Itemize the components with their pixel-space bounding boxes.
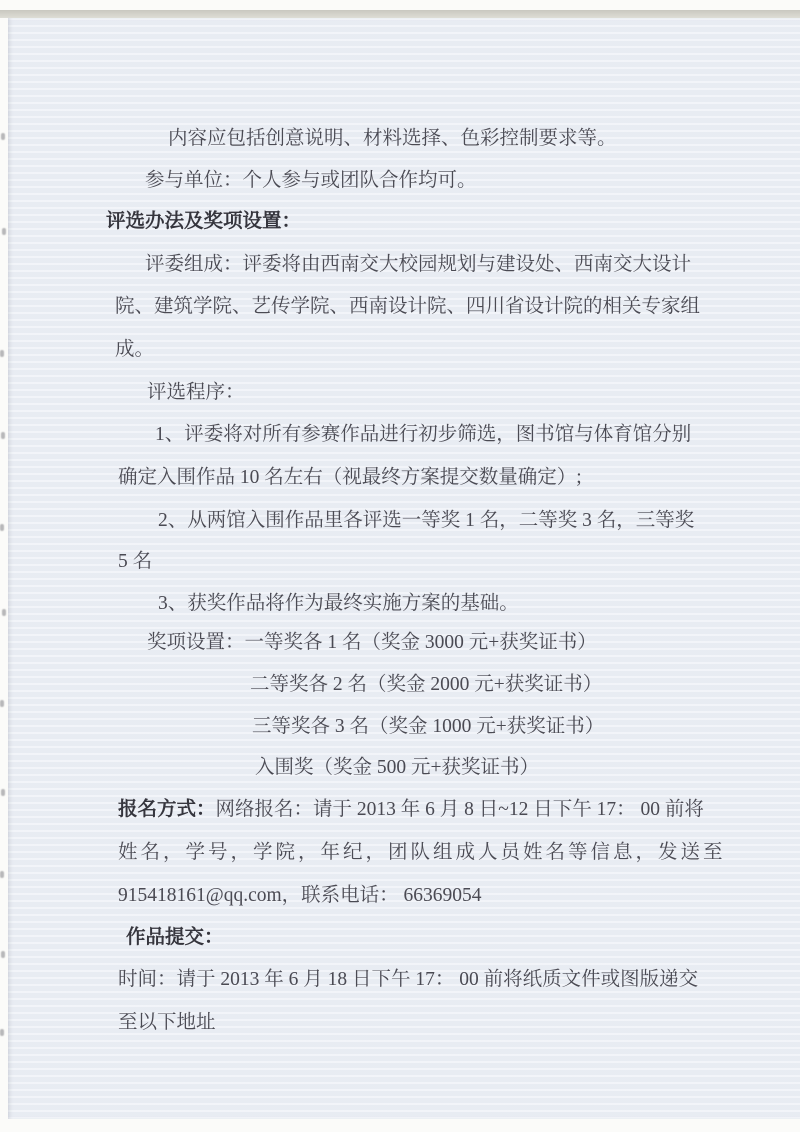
text-segment: 参与单位：个人参与或团队合作均可。 xyxy=(145,170,477,191)
scan-artifact xyxy=(0,700,4,707)
text-line xyxy=(118,796,704,823)
text-line xyxy=(155,421,691,448)
scan-artifact xyxy=(1,789,5,796)
scan-artifact xyxy=(0,350,4,357)
text-line xyxy=(118,464,582,491)
text-segment: 姓名，学号，学院，年纪，团队组成人员姓名等信息，发送至 xyxy=(118,842,726,863)
text-line xyxy=(115,336,154,363)
scan-artifact xyxy=(0,524,4,531)
text-segment-bold: 作品提交： xyxy=(126,927,224,948)
text-segment: 时间：请于 2013 年 6 月 18 日下午 17： 00 前将纸质文件或图版递交 xyxy=(118,969,699,990)
scan-artifact xyxy=(0,1029,4,1036)
text-segment: 网络报名：请于 2013 年 6 月 8 日~12 日下午 17： 00 前将 xyxy=(215,799,704,820)
text-line xyxy=(145,251,691,278)
text-segment: 成。 xyxy=(115,339,155,360)
text-line xyxy=(255,754,539,781)
text-segment-bold: 评选办法及奖项设置： xyxy=(106,211,302,232)
scan-artifact xyxy=(1,432,5,439)
text-line xyxy=(250,671,602,698)
text-segment: 内容应包括创意说明、材料选择、色彩控制要求等。 xyxy=(168,128,617,149)
text-segment: 915418161@qq.com，联系电话： 66369054 xyxy=(118,885,482,906)
text-line xyxy=(118,882,482,909)
text-line xyxy=(118,1009,216,1036)
scan-artifact xyxy=(0,871,4,878)
scan-artifact xyxy=(2,228,6,235)
scan-artifact xyxy=(1,133,5,140)
text-segment: 至以下地址 xyxy=(118,1012,216,1033)
text-line xyxy=(158,590,519,617)
text-line xyxy=(168,125,617,152)
text-line xyxy=(158,507,694,534)
text-segment: 院、建筑学院、艺传学院、西南设计院、四川省设计院的相关专家组 xyxy=(115,296,701,317)
text-line xyxy=(115,293,700,320)
text-segment: 奖项设置：一等奖各 1 名（奖金 3000 元+获奖证书） xyxy=(147,632,597,653)
text-segment: 评委组成：评委将由西南交大校园规划与建设处、西南交大设计 xyxy=(145,254,692,275)
text-line xyxy=(252,713,604,740)
text-line xyxy=(118,966,698,993)
text-segment: 1、评委将对所有参赛作品进行初步筛选，图书馆与体育馆分别 xyxy=(155,424,692,445)
text-line xyxy=(147,379,245,406)
text-segment: 入围奖（奖金 500 元+获奖证书） xyxy=(255,757,539,778)
text-line xyxy=(106,208,301,235)
text-segment: 确定入围作品 10 名左右（视最终方案提交数量确定）; xyxy=(118,467,582,488)
scan-artifact xyxy=(2,609,6,616)
text-segment: 三等奖各 3 名（奖金 1000 元+获奖证书） xyxy=(252,716,605,737)
text-segment: 3、获奖作品将作为最终实施方案的基础。 xyxy=(158,593,519,614)
text-segment: 2、从两馆入围作品里各评选一等奖 1 名，二等奖 3 名，三等奖 xyxy=(158,510,695,531)
text-segment: 5 名 xyxy=(118,551,153,572)
text-line xyxy=(118,839,726,866)
text-segment-bold: 报名方式： xyxy=(118,799,216,820)
text-segment: 评选程序： xyxy=(147,382,245,403)
text-line xyxy=(145,167,477,194)
text-line xyxy=(118,548,152,575)
text-line xyxy=(126,924,224,951)
scan-artifact xyxy=(1,951,5,958)
text-segment: 二等奖各 2 名（奖金 2000 元+获奖证书） xyxy=(250,674,603,695)
text-line xyxy=(147,629,597,656)
